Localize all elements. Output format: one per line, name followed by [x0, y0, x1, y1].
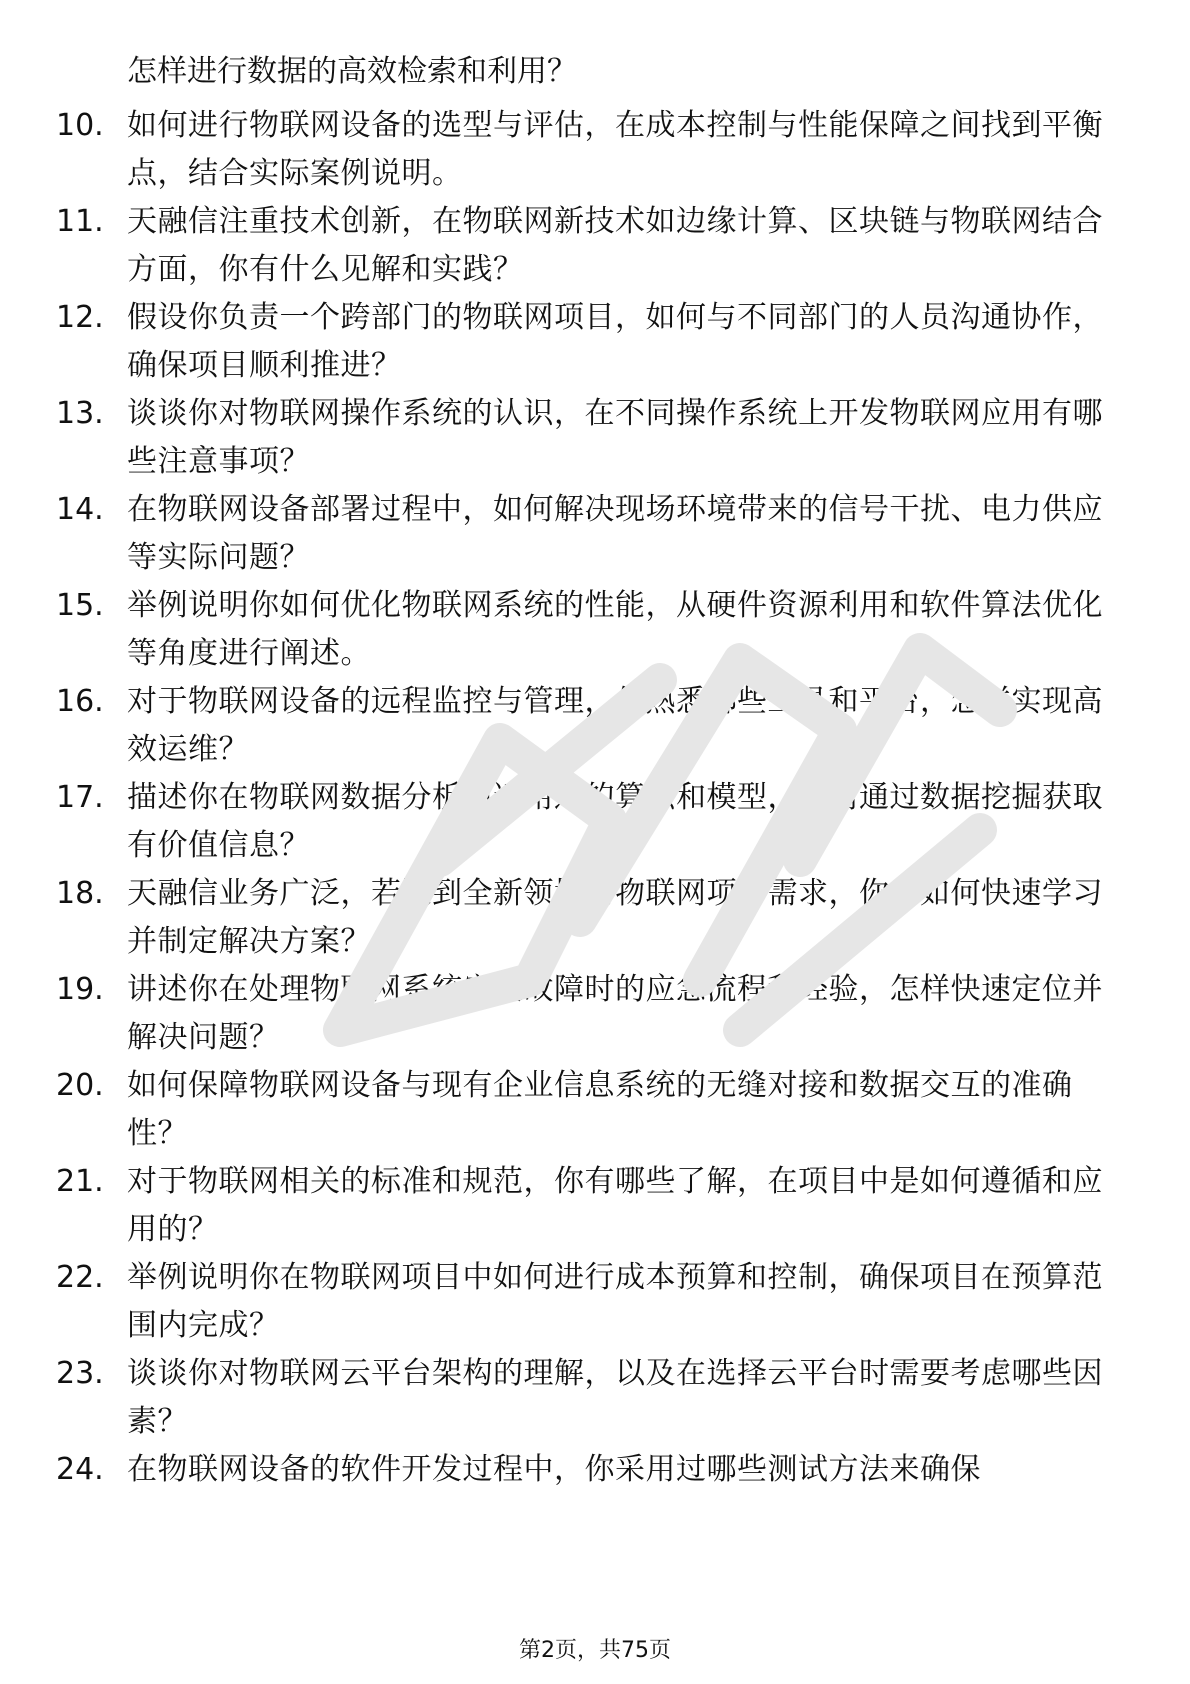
question-number: 12. [56, 300, 104, 335]
question-text: 如何保障物联网设备与现有企业信息系统的无缝对接和数据交互的准确性？ [127, 1068, 1073, 1151]
question-text: 讲述你在处理物联网系统突发故障时的应急流程和经验，怎样快速定位并解决问题？ [127, 972, 1103, 1055]
question-text: 对于物联网设备的远程监控与管理，你熟悉哪些工具和平台，怎样实现高效运维？ [127, 684, 1103, 767]
question-number: 21. [56, 1164, 104, 1199]
question-number: 10. [56, 108, 104, 143]
question-text: 在物联网设备的软件开发过程中，你采用过哪些测试方法来确保 [127, 1452, 981, 1487]
question-number: 23. [56, 1356, 104, 1391]
question-number: 14. [56, 492, 104, 527]
question-text: 天融信注重技术创新，在物联网新技术如边缘计算、区块链与物联网结合方面，你有什么见解和实践？ [127, 204, 1103, 287]
question-number: 11. [56, 204, 104, 239]
question-number: 15. [56, 588, 104, 623]
question-text: 在物联网设备部署过程中，如何解决现场环境带来的信号干扰、电力供应等实际问题？ [127, 492, 1103, 575]
question-number: 22. [56, 1260, 104, 1295]
question-text: 对于物联网相关的标准和规范，你有哪些了解，在项目中是如何遵循和应用的？ [127, 1164, 1103, 1247]
question-text: 如何进行物联网设备的选型与评估，在成本控制与性能保障之间找到平衡点，结合实际案例说明。 [127, 108, 1103, 191]
page-footer: 第2页，共75页 [519, 1638, 671, 1663]
question-text: 描述你在物联网数据分析中运用过的算法和模型，如何通过数据挖掘获取有价值信息？ [127, 780, 1103, 863]
question-number: 19. [56, 972, 104, 1007]
question-text: 举例说明你如何优化物联网系统的性能，从硬件资源利用和软件算法优化等角度进行阐述。 [127, 588, 1103, 671]
question-text: 假设你负责一个跨部门的物联网项目，如何与不同部门的人员沟通协作，确保项目顺利推进？ [127, 300, 1103, 383]
question-text: 天融信业务广泛，若遇到全新领域的物联网项目需求，你会如何快速学习并制定解决方案？ [127, 876, 1103, 959]
question-text: 谈谈你对物联网云平台架构的理解，以及在选择云平台时需要考虑哪些因素？ [127, 1356, 1103, 1439]
question-number: 18. [56, 876, 104, 911]
question-number: 17. [56, 780, 104, 815]
question-text: 谈谈你对物联网操作系统的认识，在不同操作系统上开发物联网应用有哪些注意事项？ [127, 396, 1103, 479]
question-number: 16. [56, 684, 104, 719]
question-text: 举例说明你在物联网项目中如何进行成本预算和控制，确保项目在预算范围内完成？ [127, 1260, 1103, 1343]
question-number: 13. [56, 396, 104, 431]
question-number: 24. [56, 1452, 104, 1487]
question-number: 20. [56, 1068, 104, 1103]
continuation-line: 怎样进行数据的高效检索和利用？ [127, 54, 577, 89]
